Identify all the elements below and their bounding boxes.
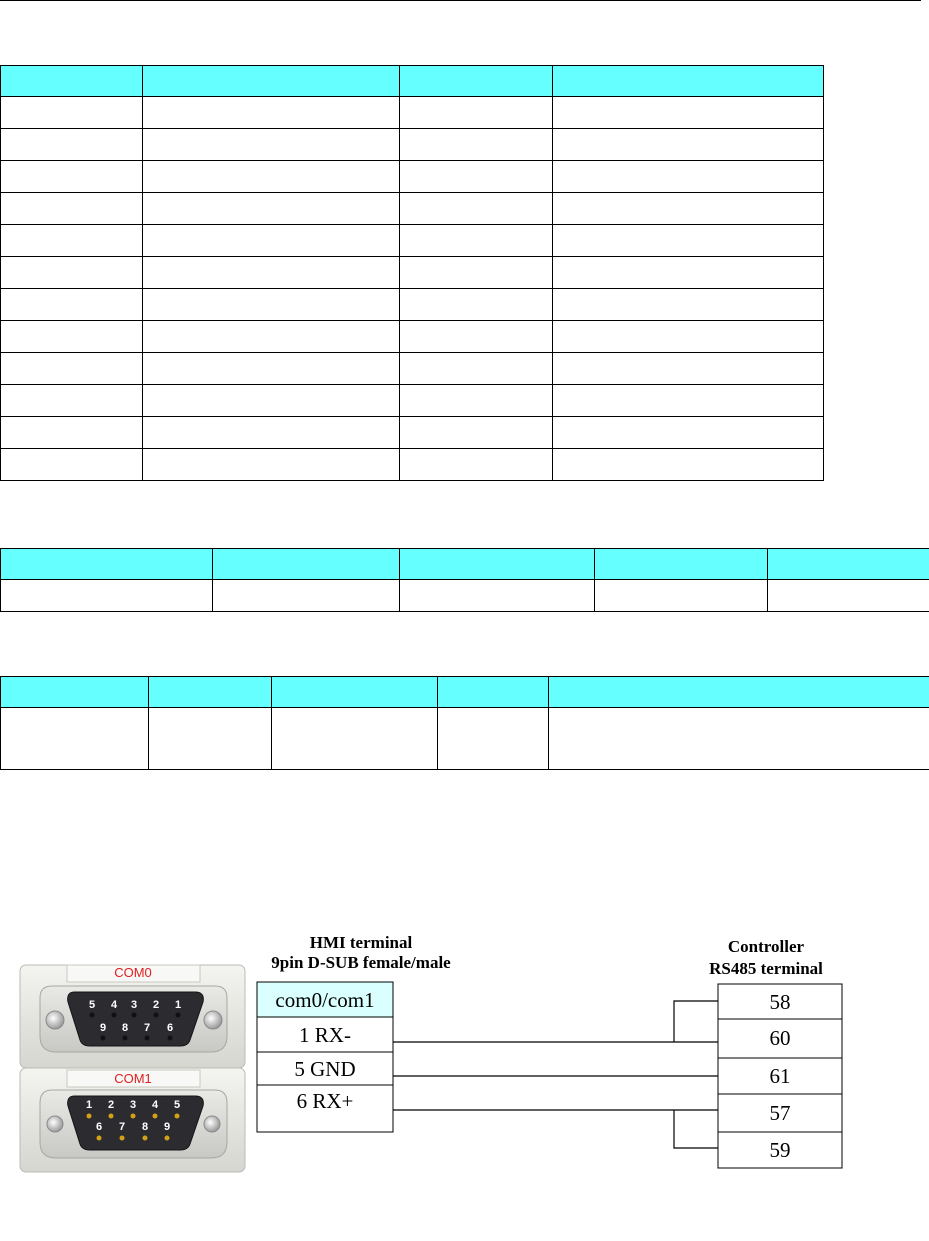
pin-contact xyxy=(165,1136,170,1141)
table-row xyxy=(1,580,929,612)
wiring xyxy=(393,1001,718,1148)
hmi-heading-line2: 9pin D-SUB female/male xyxy=(271,953,451,972)
settings-table-3 xyxy=(0,676,929,770)
pin-contact xyxy=(154,1013,159,1018)
pin-contact xyxy=(175,1114,180,1119)
com0-label: COM0 xyxy=(114,965,152,980)
hmi-pin-rx-plus: 6 RX+ xyxy=(296,1089,354,1113)
pin-number-label: 4 xyxy=(110,999,118,1011)
table-header-row xyxy=(1,677,929,708)
controller-pin-57: 57 xyxy=(769,1101,791,1125)
header-rule xyxy=(0,0,921,1)
pin-number-label: 9 xyxy=(99,1022,107,1034)
table-row xyxy=(1,225,824,257)
controller-pin-59: 59 xyxy=(769,1138,791,1162)
table-row xyxy=(1,449,824,481)
pin-number-label: 4 xyxy=(151,1099,159,1111)
table-row xyxy=(1,385,824,417)
pin-number-label: 9 xyxy=(163,1121,171,1133)
pin-number-label: 6 xyxy=(95,1121,103,1133)
pin-number-label: 7 xyxy=(143,1022,151,1034)
com1-port xyxy=(20,1068,245,1172)
pin-contact xyxy=(120,1136,125,1141)
controller-pin-60: 60 xyxy=(769,1026,791,1050)
pin-number-label: 1 xyxy=(174,999,182,1011)
table-row xyxy=(1,161,824,193)
hmi-pin-header: com0/com1 xyxy=(275,988,375,1012)
pin-number-label: 3 xyxy=(129,1099,137,1111)
dsub-connector-picture xyxy=(20,965,245,1172)
jumper-57-59 xyxy=(674,1110,718,1148)
pin-contact xyxy=(176,1013,181,1018)
hmi-pin-rx-minus: 1 RX- xyxy=(299,1023,351,1047)
controller-heading-line2: RS485 terminal xyxy=(709,959,823,978)
table-row xyxy=(1,289,824,321)
pin-number-label: 8 xyxy=(141,1121,149,1133)
pin-contact xyxy=(123,1036,128,1041)
hmi-pin-gnd: 5 GND xyxy=(294,1057,356,1081)
pin-number-label: 6 xyxy=(166,1022,174,1034)
controller-pin-58: 58 xyxy=(769,990,791,1014)
wiring-diagram xyxy=(0,920,929,1180)
controller-pin-table xyxy=(718,984,842,1168)
pin-contact xyxy=(101,1036,106,1041)
table-row xyxy=(1,708,929,770)
table-row xyxy=(1,257,824,289)
table-row xyxy=(1,129,824,161)
pin-number-label: 5 xyxy=(173,1099,181,1111)
pin-contact xyxy=(109,1114,114,1119)
com0-port xyxy=(20,965,245,1068)
pin-contact xyxy=(143,1136,148,1141)
pin-contact xyxy=(90,1013,95,1018)
controller-heading-line1: Controller xyxy=(727,937,805,956)
controller-pin-61: 61 xyxy=(769,1064,791,1088)
hmi-heading-line1: HMI terminal xyxy=(309,933,413,952)
table-row xyxy=(1,417,824,449)
table-row xyxy=(1,97,824,129)
hmi-pin-table xyxy=(257,982,393,1132)
pin-contact xyxy=(145,1036,150,1041)
pin-number-label: 3 xyxy=(130,999,138,1011)
pin-contact xyxy=(132,1013,137,1018)
pin-contact xyxy=(87,1114,92,1119)
pin-number-label: 2 xyxy=(152,999,160,1011)
pin-contact xyxy=(112,1013,117,1018)
pin-contact xyxy=(168,1036,173,1041)
table-header-row xyxy=(1,549,929,580)
table-row xyxy=(1,193,824,225)
com1-label: COM1 xyxy=(114,1071,152,1086)
settings-table-1 xyxy=(0,65,824,481)
settings-table-2 xyxy=(0,548,929,612)
pin-number-label: 1 xyxy=(85,1099,93,1111)
jumper-58-60 xyxy=(674,1001,718,1042)
pin-number-label: 7 xyxy=(118,1121,126,1133)
table-header-row xyxy=(1,66,824,97)
pin-contact xyxy=(131,1114,136,1119)
table-row xyxy=(1,321,824,353)
pin-number-label: 8 xyxy=(121,1022,129,1034)
pin-number-label: 2 xyxy=(107,1099,115,1111)
table-row xyxy=(1,353,824,385)
pin-number-label: 5 xyxy=(88,999,96,1011)
pin-contact xyxy=(153,1114,158,1119)
pin-contact xyxy=(97,1136,102,1141)
